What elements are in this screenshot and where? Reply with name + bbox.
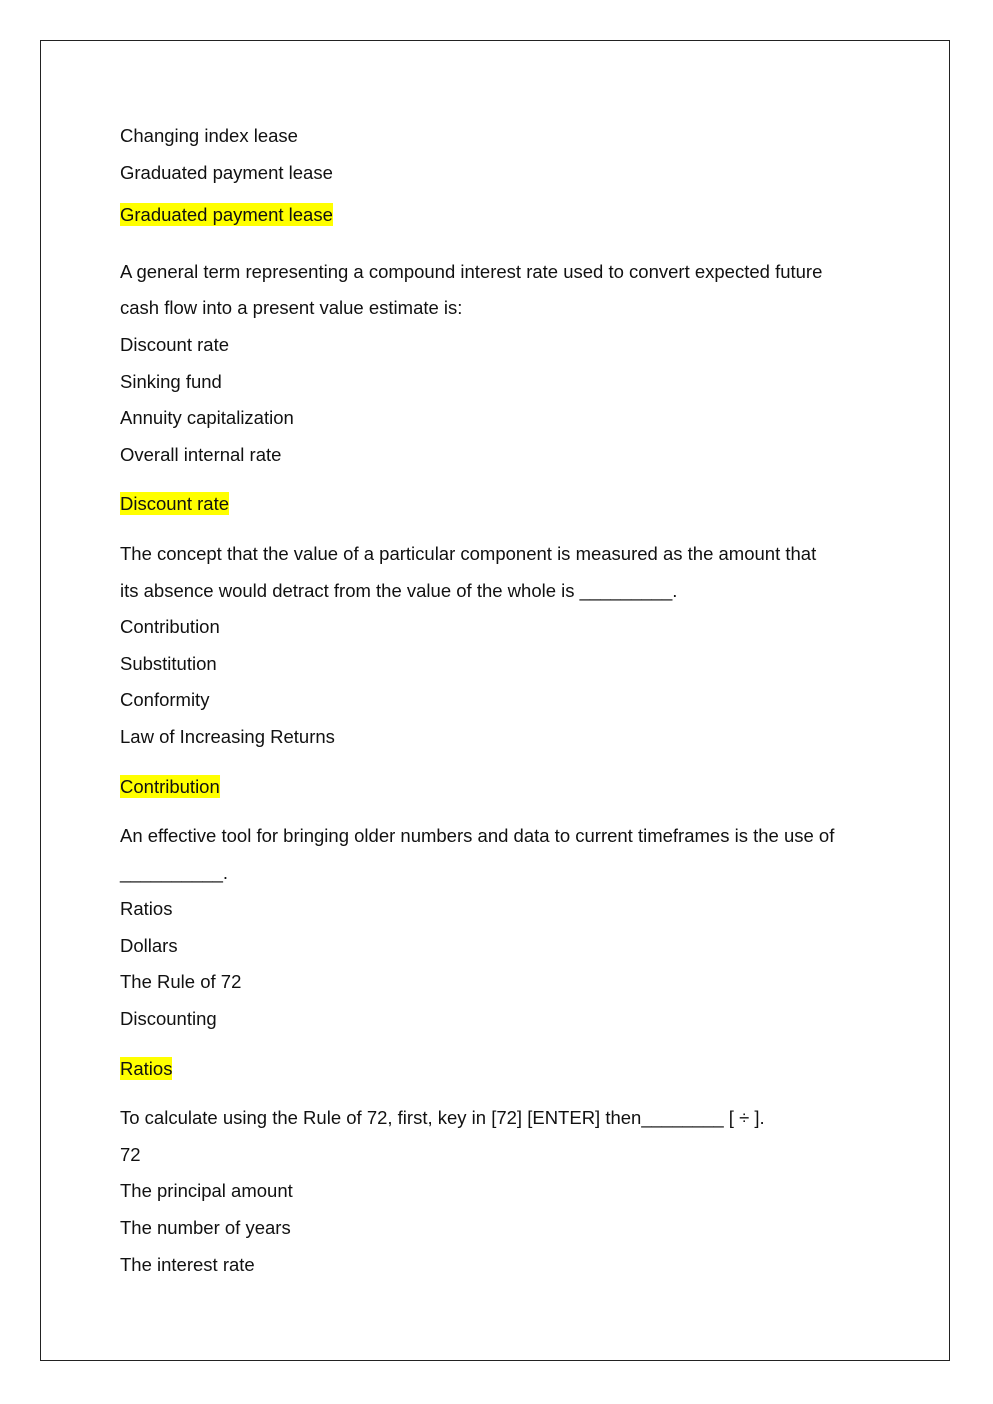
option: Contribution [120, 616, 220, 638]
question-block-0 [120, 118, 880, 241]
option: 72 [120, 1143, 141, 1165]
question-block-1 [120, 254, 880, 523]
question-text: cash flow into a present value estimate is: [120, 297, 463, 319]
question-block-3 [120, 818, 880, 1087]
question-text: To calculate using the Rule of 72, first, key in [72] [ENTER] then________ [ ÷ ]. [120, 1107, 765, 1129]
option: The Rule of 72 [120, 971, 242, 993]
option: Graduated payment lease [120, 161, 333, 183]
option: Overall internal rate [120, 443, 282, 465]
highlighted-answer [120, 769, 880, 806]
option: The interest rate [120, 1253, 255, 1275]
highlighted-answer [120, 204, 880, 241]
question-block-2 [120, 536, 880, 805]
question-text: An effective tool for bringing older numbers and data to current timeframes is the use of [120, 825, 835, 847]
option: Changing index lease [120, 125, 298, 146]
highlighted-answer [120, 486, 880, 523]
question-text: __________. [120, 861, 229, 883]
answer-text: Ratios [120, 1057, 173, 1079]
question-text: its absence would detract from the value of the whole is _________. [120, 579, 678, 601]
question-block-4 [120, 1100, 880, 1283]
option: Discounting [120, 1008, 217, 1030]
highlighted-answer [120, 1051, 880, 1088]
option: Substitution [120, 652, 217, 674]
question-text: A general term representing a compound interest rate used to convert expected future [120, 260, 823, 282]
option: Sinking fund [120, 370, 222, 392]
answer-text: Contribution [120, 775, 220, 797]
option: Dollars [120, 934, 178, 956]
answer-text: Discount rate [120, 493, 229, 515]
option: Ratios [120, 898, 173, 920]
option: Annuity capitalization [120, 407, 294, 429]
answer-text: Graduated payment lease [120, 204, 333, 226]
option: Discount rate [120, 333, 229, 355]
option: Conformity [120, 689, 210, 711]
option: The principal amount [120, 1180, 293, 1202]
option: Law of Increasing Returns [120, 725, 335, 747]
option: The number of years [120, 1217, 291, 1239]
document-body [120, 118, 880, 1283]
question-text: The concept that the value of a particular component is measured as the amount that [120, 542, 817, 564]
